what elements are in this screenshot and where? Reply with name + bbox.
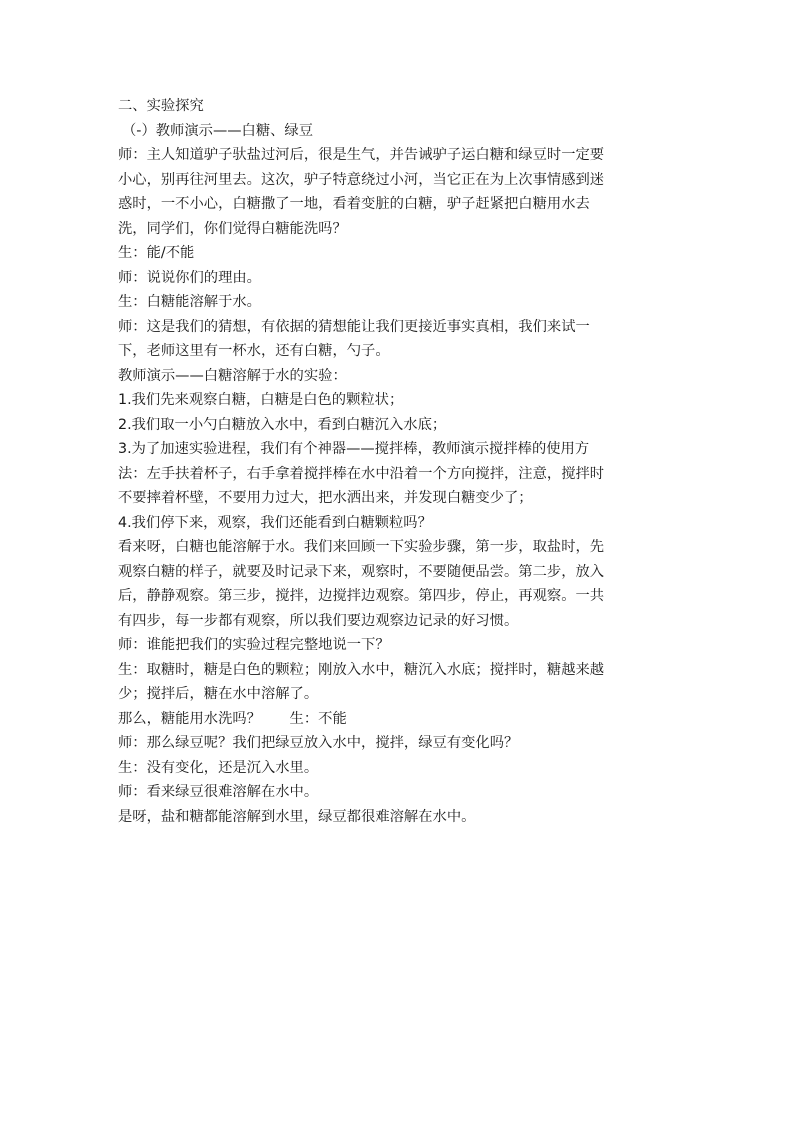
text-line: 生：能/不能 xyxy=(118,245,195,261)
text-line: 师：主人知道驴子驮盐过河后，很是生气，并告诫驴子运白糖和绿豆时一定要 xyxy=(118,147,605,163)
list-item: 3.为了加速实验进程，我们有个神器——搅拌棒，教师演示搅拌棒的使用方 xyxy=(118,441,590,457)
section-heading: 二、实验探究 xyxy=(118,98,204,114)
list-item: 4.我们停下来，观察，我们还能看到白糖颗粒吗？ xyxy=(118,514,432,531)
text-line: 法：左手扶着杯子，右手拿着搅拌棒在水中沿着一个方向搅拌，注意，搅拌时 xyxy=(118,465,605,482)
text-line: 是呀，盐和糖都能溶解到水里，绿豆都很难溶解在水中。 xyxy=(118,808,476,825)
text-line: 后，静静观察。第三步，搅拌，边搅拌边观察。第四步，停止，再观察。一共 xyxy=(118,588,605,604)
text-line: 少；搅拌后，糖在水中溶解了。 xyxy=(118,686,319,702)
text-line: 那么，糖能用水洗吗？ 生：不能 xyxy=(118,710,347,727)
subsection-heading: （-）教师演示——白糖、绿豆 xyxy=(122,122,314,139)
text-line: 有四步，每一步都有观察，所以我们要边观察边记录的好习惯。 xyxy=(118,612,519,629)
text-line: 洗，同学们，你们觉得白糖能洗吗？ xyxy=(118,220,347,237)
document-body xyxy=(118,94,678,829)
text-line: 不要摔着杯壁，不要用力过大，把水洒出来，并发现白糖变少了； xyxy=(118,490,533,506)
text-line: 师：谁能把我们的实验过程完整地说一下？ xyxy=(118,637,390,653)
text-line: 看来呀，白糖也能溶解于水。我们来回顾一下实验步骤，第一步，取盐时，先 xyxy=(118,539,605,555)
list-item: 2.我们取一小勺白糖放入水中，看到白糖沉入水底； xyxy=(118,416,447,433)
text-line: 教师演示——白糖溶解于水的实验： xyxy=(118,367,347,384)
text-line: 师：那么绿豆呢？我们把绿豆放入水中，搅拌，绿豆有变化吗？ xyxy=(118,735,519,751)
text-line: 师：这是我们的猜想，有依据的猜想能让我们更接近事实真相，我们来试一 xyxy=(118,318,590,335)
text-line: 生：白糖能溶解于水。 xyxy=(118,294,261,310)
text-line: 下，老师这里有一杯水，还有白糖，勺子。 xyxy=(118,343,390,359)
text-line: 师：看来绿豆很难溶解在水中。 xyxy=(118,784,319,800)
text-line: 生：取糖时，糖是白色的颗粒；刚放入水中，糖沉入水底；搅拌时，糖越来越 xyxy=(118,661,605,678)
text-line: 生：没有变化，还是沉入水里。 xyxy=(118,759,319,776)
list-item: 1.我们先来观察白糖，白糖是白色的颗粒状； xyxy=(118,392,404,408)
text-line: 小心，别再往河里去。这次，驴子特意绕过小河，当它正在为上次事情感到迷 xyxy=(118,171,605,188)
text-line: 惑时，一不小心，白糖撒了一地，看着变脏的白糖，驴子赶紧把白糖用水去 xyxy=(118,196,590,212)
text-line: 观察白糖的样子，就要及时记录下来，观察时，不要随便品尝。第二步，放入 xyxy=(118,563,605,580)
text-line: 师：说说你们的理由。 xyxy=(118,269,261,286)
